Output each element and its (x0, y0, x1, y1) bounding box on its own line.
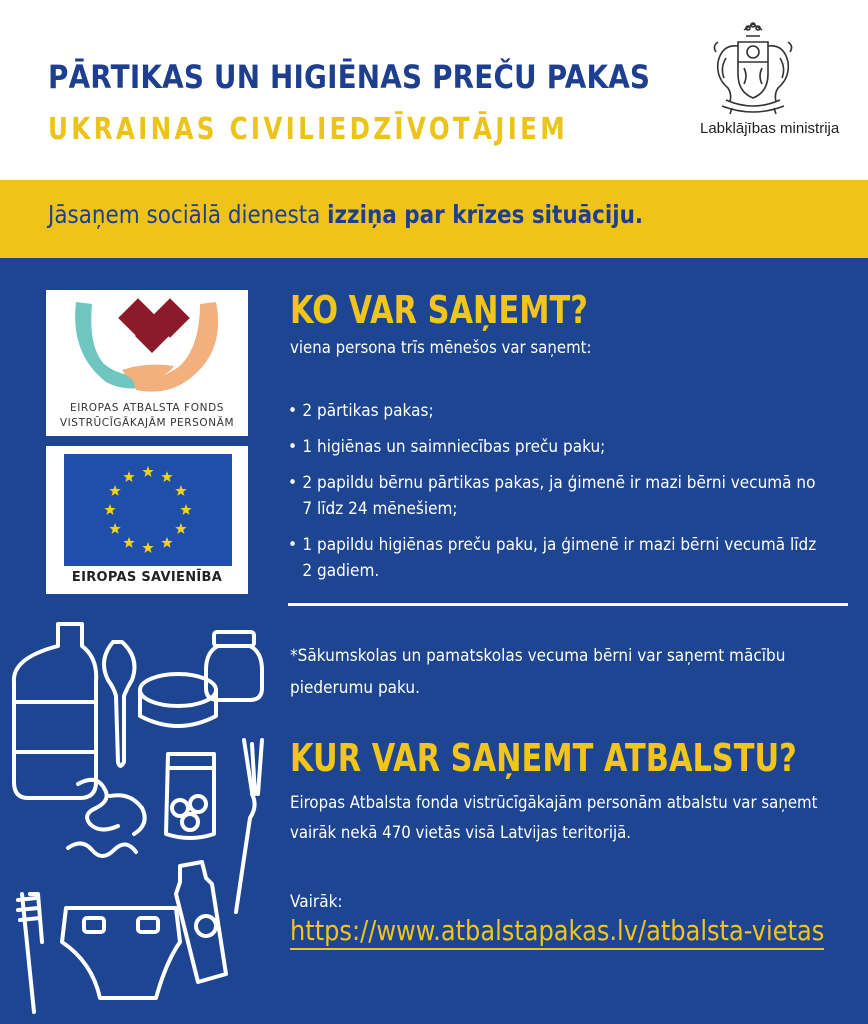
jar-icon (214, 632, 254, 646)
section-subheading: viena persona trīs mēnešos var saņemt: (290, 338, 592, 358)
section-heading-where: KUR VAR SAŅEMT ATBALSTU? (290, 736, 797, 780)
page-subtitle: UKRAINAS CIVILIEDZĪVOTĀJIEM (48, 112, 569, 147)
hands-diamonds-logo (66, 294, 228, 400)
more-label: Vairāk: (290, 892, 343, 912)
support-locations-link[interactable]: https://www.atbalstapakas.lv/atbalsta-vietas (290, 914, 824, 950)
page-title: PĀRTIKAS UN HIGIĒNAS PREČU PAKAS (48, 58, 651, 96)
toothpaste-icon (176, 862, 226, 982)
benefits-list (288, 398, 828, 594)
requirement-banner (0, 180, 868, 258)
bottle-icon (14, 624, 96, 798)
food-hygiene-items-illustration (0, 612, 286, 1024)
fund-name-line2: VISTRŪCĪGĀKAJĀM PERSONĀM (59, 417, 235, 429)
requirement-text-bold: izziņa par krīzes situāciju. (327, 200, 644, 229)
spoon-icon (104, 642, 134, 766)
eu-logo-box (46, 446, 248, 594)
list-item: • 1 higiēnas un saimniecības preču paku; (288, 434, 828, 460)
diaper-icon (62, 908, 180, 998)
list-item: • 1 papildu higiēnas preču paku, ja ģimenē ir mazi bērni vecumā līdz 2 gadiem. (288, 532, 828, 584)
fork-icon (244, 740, 262, 794)
list-item: • 2 papildu bērnu pārtikas pakas, ja ģimenē ir mazi bērni vecumā no 7 līdz 24 mēnešiem; (288, 470, 828, 522)
eu-label: EIROPAS SAVIENĪBA (71, 570, 223, 585)
where-text: Eiropas Atbalsta fonda vistrūcīgākajām personām atbalstu var saņemt vairāk nekā 470 vietās visā Latvijas teritorijā. (290, 793, 818, 843)
section-heading-what: KO VAR SAŅEMT? (290, 288, 588, 332)
latvia-coat-of-arms-icon (708, 22, 798, 118)
pasta-icon (78, 780, 118, 830)
school-note: *Sākumskolas un pamatskolas vecuma bērni var saņemt mācību piederumu paku. (290, 646, 786, 698)
fund-name-line1: EIROPAS ATBALSTA FONDS (69, 402, 225, 414)
toothbrush-icon (22, 894, 42, 1012)
list-item: • 2 pārtikas pakas; (288, 398, 828, 424)
fund-logo-box (46, 290, 248, 436)
divider (288, 603, 848, 606)
header (0, 0, 868, 180)
ministry-name: Labklājības ministrija (700, 120, 840, 137)
requirement-text-normal: Jāsaņem sociālā dienesta (48, 200, 328, 229)
requirement-text (48, 200, 643, 229)
eu-flag-icon (64, 454, 232, 566)
